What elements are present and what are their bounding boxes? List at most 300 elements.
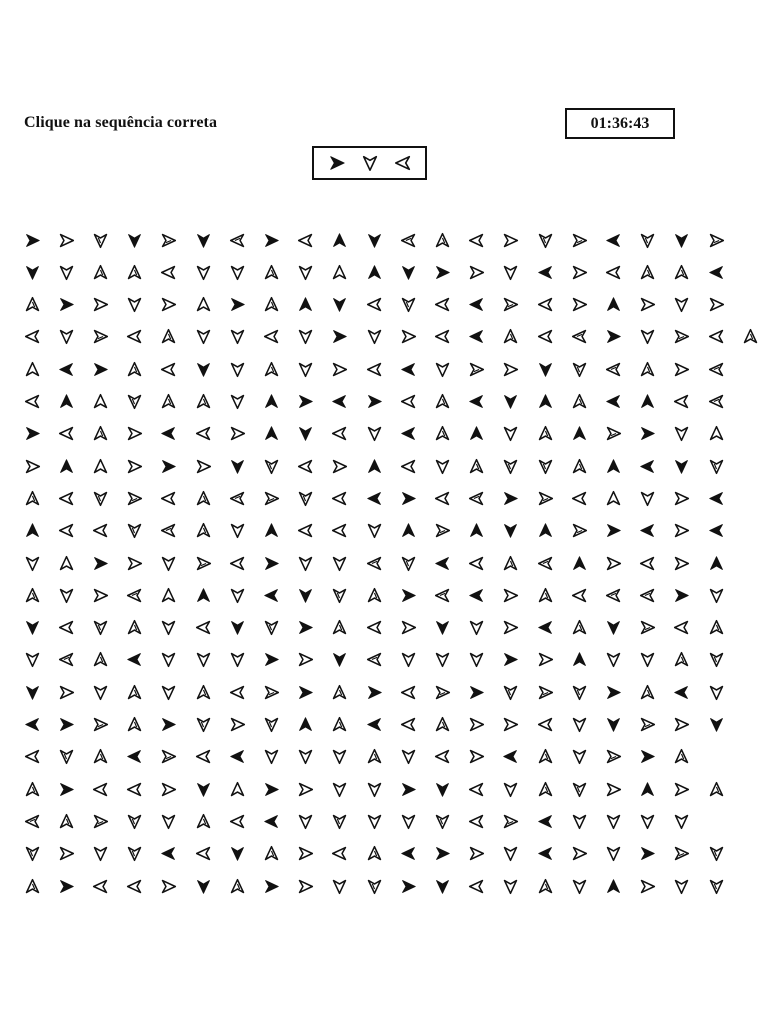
grid-arrow-icon[interactable] xyxy=(400,555,417,572)
grid-arrow-icon[interactable] xyxy=(126,716,143,733)
grid-arrow-icon[interactable] xyxy=(24,651,41,668)
grid-arrow-icon[interactable] xyxy=(502,361,519,378)
grid-arrow-icon[interactable] xyxy=(468,393,485,410)
grid-arrow-icon[interactable] xyxy=(708,845,725,862)
grid-arrow-icon[interactable] xyxy=(605,813,622,830)
grid-arrow-icon[interactable] xyxy=(331,555,348,572)
grid-arrow-icon[interactable] xyxy=(502,845,519,862)
grid-arrow-icon[interactable] xyxy=(126,748,143,765)
grid-arrow-icon[interactable] xyxy=(195,425,212,442)
grid-arrow-icon[interactable] xyxy=(605,296,622,313)
grid-arrow-icon[interactable] xyxy=(58,781,75,798)
grid-arrow-icon[interactable] xyxy=(434,393,451,410)
grid-arrow-icon[interactable] xyxy=(297,264,314,281)
grid-arrow-icon[interactable] xyxy=(400,587,417,604)
grid-arrow-icon[interactable] xyxy=(366,651,383,668)
grid-arrow-icon[interactable] xyxy=(126,878,143,895)
grid-arrow-icon[interactable] xyxy=(58,393,75,410)
grid-arrow-icon[interactable] xyxy=(673,587,690,604)
grid-arrow-icon[interactable] xyxy=(468,619,485,636)
grid-arrow-icon[interactable] xyxy=(160,425,177,442)
grid-arrow-icon[interactable] xyxy=(537,684,554,701)
grid-arrow-icon[interactable] xyxy=(434,878,451,895)
grid-arrow-icon[interactable] xyxy=(195,328,212,345)
grid-arrow-icon[interactable] xyxy=(263,522,280,539)
grid-arrow-icon[interactable] xyxy=(126,393,143,410)
grid-arrow-icon[interactable] xyxy=(366,232,383,249)
grid-arrow-icon[interactable] xyxy=(263,813,280,830)
grid-arrow-icon[interactable] xyxy=(639,813,656,830)
grid-arrow-icon[interactable] xyxy=(400,716,417,733)
grid-arrow-icon[interactable] xyxy=(366,328,383,345)
grid-arrow-icon[interactable] xyxy=(160,232,177,249)
grid-arrow-icon[interactable] xyxy=(297,393,314,410)
grid-arrow-icon[interactable] xyxy=(366,587,383,604)
grid-arrow-icon[interactable] xyxy=(229,490,246,507)
grid-arrow-icon[interactable] xyxy=(502,264,519,281)
grid-arrow-icon[interactable] xyxy=(92,425,109,442)
grid-arrow-icon[interactable] xyxy=(639,490,656,507)
grid-arrow-icon[interactable] xyxy=(229,587,246,604)
grid-arrow-icon[interactable] xyxy=(434,361,451,378)
grid-arrow-icon[interactable] xyxy=(229,878,246,895)
grid-arrow-icon[interactable] xyxy=(297,458,314,475)
grid-arrow-icon[interactable] xyxy=(605,845,622,862)
grid-arrow-icon[interactable] xyxy=(434,232,451,249)
grid-arrow-icon[interactable] xyxy=(400,458,417,475)
grid-arrow-icon[interactable] xyxy=(502,651,519,668)
grid-arrow-icon[interactable] xyxy=(673,458,690,475)
grid-arrow-icon[interactable] xyxy=(58,813,75,830)
grid-arrow-icon[interactable] xyxy=(400,361,417,378)
grid-arrow-icon[interactable] xyxy=(58,232,75,249)
grid-arrow-icon[interactable] xyxy=(92,587,109,604)
grid-arrow-icon[interactable] xyxy=(400,296,417,313)
grid-arrow-icon[interactable] xyxy=(58,587,75,604)
grid-arrow-icon[interactable] xyxy=(195,845,212,862)
grid-arrow-icon[interactable] xyxy=(400,425,417,442)
grid-arrow-icon[interactable] xyxy=(229,328,246,345)
grid-arrow-icon[interactable] xyxy=(434,490,451,507)
grid-arrow-icon[interactable] xyxy=(366,878,383,895)
grid-arrow-icon[interactable] xyxy=(434,587,451,604)
grid-arrow-icon[interactable] xyxy=(263,296,280,313)
grid-arrow-icon[interactable] xyxy=(537,393,554,410)
grid-arrow-icon[interactable] xyxy=(742,328,759,345)
grid-arrow-icon[interactable] xyxy=(537,716,554,733)
grid-arrow-icon[interactable] xyxy=(24,296,41,313)
grid-arrow-icon[interactable] xyxy=(24,878,41,895)
grid-arrow-icon[interactable] xyxy=(400,264,417,281)
grid-arrow-icon[interactable] xyxy=(229,651,246,668)
grid-arrow-icon[interactable] xyxy=(468,490,485,507)
grid-arrow-icon[interactable] xyxy=(366,522,383,539)
grid-arrow-icon[interactable] xyxy=(537,425,554,442)
grid-arrow-icon[interactable] xyxy=(502,813,519,830)
grid-arrow-icon[interactable] xyxy=(673,425,690,442)
grid-arrow-icon[interactable] xyxy=(639,264,656,281)
grid-arrow-icon[interactable] xyxy=(571,878,588,895)
grid-arrow-icon[interactable] xyxy=(24,393,41,410)
grid-arrow-icon[interactable] xyxy=(229,425,246,442)
grid-arrow-icon[interactable] xyxy=(92,845,109,862)
grid-arrow-icon[interactable] xyxy=(24,555,41,572)
grid-arrow-icon[interactable] xyxy=(331,748,348,765)
grid-arrow-icon[interactable] xyxy=(366,748,383,765)
grid-arrow-icon[interactable] xyxy=(673,361,690,378)
grid-arrow-icon[interactable] xyxy=(434,748,451,765)
grid-arrow-icon[interactable] xyxy=(229,716,246,733)
grid-arrow-icon[interactable] xyxy=(571,264,588,281)
grid-arrow-icon[interactable] xyxy=(195,232,212,249)
grid-arrow-icon[interactable] xyxy=(92,393,109,410)
grid-arrow-icon[interactable] xyxy=(331,587,348,604)
grid-arrow-icon[interactable] xyxy=(605,264,622,281)
grid-arrow-icon[interactable] xyxy=(537,651,554,668)
grid-arrow-icon[interactable] xyxy=(92,878,109,895)
grid-arrow-icon[interactable] xyxy=(195,878,212,895)
grid-arrow-icon[interactable] xyxy=(366,361,383,378)
grid-arrow-icon[interactable] xyxy=(502,490,519,507)
grid-arrow-icon[interactable] xyxy=(571,651,588,668)
grid-arrow-icon[interactable] xyxy=(605,490,622,507)
grid-arrow-icon[interactable] xyxy=(571,813,588,830)
grid-arrow-icon[interactable] xyxy=(92,522,109,539)
grid-arrow-icon[interactable] xyxy=(92,232,109,249)
grid-arrow-icon[interactable] xyxy=(58,716,75,733)
grid-arrow-icon[interactable] xyxy=(605,781,622,798)
grid-arrow-icon[interactable] xyxy=(24,587,41,604)
grid-arrow-icon[interactable] xyxy=(434,555,451,572)
grid-arrow-icon[interactable] xyxy=(468,555,485,572)
grid-arrow-icon[interactable] xyxy=(639,684,656,701)
grid-arrow-icon[interactable] xyxy=(195,361,212,378)
grid-arrow-icon[interactable] xyxy=(605,393,622,410)
grid-arrow-icon[interactable] xyxy=(297,555,314,572)
grid-arrow-icon[interactable] xyxy=(537,522,554,539)
grid-arrow-icon[interactable] xyxy=(639,878,656,895)
grid-arrow-icon[interactable] xyxy=(263,458,280,475)
grid-arrow-icon[interactable] xyxy=(468,458,485,475)
grid-arrow-icon[interactable] xyxy=(537,813,554,830)
grid-arrow-icon[interactable] xyxy=(263,232,280,249)
grid-arrow-icon[interactable] xyxy=(160,716,177,733)
grid-arrow-icon[interactable] xyxy=(468,651,485,668)
grid-arrow-icon[interactable] xyxy=(58,845,75,862)
grid-arrow-icon[interactable] xyxy=(502,296,519,313)
grid-arrow-icon[interactable] xyxy=(297,361,314,378)
grid-arrow-icon[interactable] xyxy=(571,425,588,442)
grid-arrow-icon[interactable] xyxy=(400,328,417,345)
grid-arrow-icon[interactable] xyxy=(24,328,41,345)
grid-arrow-icon[interactable] xyxy=(571,458,588,475)
grid-arrow-icon[interactable] xyxy=(24,813,41,830)
grid-arrow-icon[interactable] xyxy=(160,748,177,765)
grid-arrow-icon[interactable] xyxy=(605,587,622,604)
grid-arrow-icon[interactable] xyxy=(126,845,143,862)
grid-arrow-icon[interactable] xyxy=(537,490,554,507)
grid-arrow-icon[interactable] xyxy=(366,619,383,636)
grid-arrow-icon[interactable] xyxy=(229,232,246,249)
grid-arrow-icon[interactable] xyxy=(366,813,383,830)
grid-arrow-icon[interactable] xyxy=(639,458,656,475)
grid-arrow-icon[interactable] xyxy=(571,522,588,539)
grid-arrow-icon[interactable] xyxy=(537,458,554,475)
grid-arrow-icon[interactable] xyxy=(708,296,725,313)
grid-arrow-icon[interactable] xyxy=(126,361,143,378)
grid-arrow-icon[interactable] xyxy=(58,878,75,895)
grid-arrow-icon[interactable] xyxy=(24,490,41,507)
grid-arrow-icon[interactable] xyxy=(502,748,519,765)
grid-arrow-icon[interactable] xyxy=(708,328,725,345)
grid-arrow-icon[interactable] xyxy=(126,781,143,798)
grid-arrow-icon[interactable] xyxy=(673,555,690,572)
grid-arrow-icon[interactable] xyxy=(502,328,519,345)
grid-arrow-icon[interactable] xyxy=(605,458,622,475)
grid-arrow-icon[interactable] xyxy=(708,684,725,701)
grid-arrow-icon[interactable] xyxy=(229,813,246,830)
grid-arrow-icon[interactable] xyxy=(195,587,212,604)
grid-arrow-icon[interactable] xyxy=(331,651,348,668)
grid-arrow-icon[interactable] xyxy=(263,490,280,507)
grid-arrow-icon[interactable] xyxy=(263,651,280,668)
grid-arrow-icon[interactable] xyxy=(126,619,143,636)
grid-arrow-icon[interactable] xyxy=(537,587,554,604)
grid-arrow-icon[interactable] xyxy=(708,425,725,442)
grid-arrow-icon[interactable] xyxy=(605,425,622,442)
grid-arrow-icon[interactable] xyxy=(571,748,588,765)
grid-arrow-icon[interactable] xyxy=(605,684,622,701)
grid-arrow-icon[interactable] xyxy=(537,845,554,862)
grid-arrow-icon[interactable] xyxy=(331,845,348,862)
grid-arrow-icon[interactable] xyxy=(673,684,690,701)
grid-arrow-icon[interactable] xyxy=(639,716,656,733)
grid-arrow-icon[interactable] xyxy=(673,651,690,668)
grid-arrow-icon[interactable] xyxy=(195,781,212,798)
grid-arrow-icon[interactable] xyxy=(571,781,588,798)
grid-arrow-icon[interactable] xyxy=(58,490,75,507)
grid-arrow-icon[interactable] xyxy=(400,845,417,862)
grid-arrow-icon[interactable] xyxy=(708,490,725,507)
grid-arrow-icon[interactable] xyxy=(502,878,519,895)
grid-arrow-icon[interactable] xyxy=(126,264,143,281)
grid-arrow-icon[interactable] xyxy=(58,522,75,539)
grid-arrow-icon[interactable] xyxy=(537,296,554,313)
grid-arrow-icon[interactable] xyxy=(434,845,451,862)
grid-arrow-icon[interactable] xyxy=(229,296,246,313)
grid-arrow-icon[interactable] xyxy=(331,522,348,539)
grid-arrow-icon[interactable] xyxy=(92,458,109,475)
grid-arrow-icon[interactable] xyxy=(673,781,690,798)
grid-arrow-icon[interactable] xyxy=(400,748,417,765)
grid-arrow-icon[interactable] xyxy=(537,781,554,798)
grid-arrow-icon[interactable] xyxy=(331,781,348,798)
grid-arrow-icon[interactable] xyxy=(331,296,348,313)
grid-arrow-icon[interactable] xyxy=(58,264,75,281)
grid-arrow-icon[interactable] xyxy=(639,522,656,539)
grid-arrow-icon[interactable] xyxy=(24,684,41,701)
grid-arrow-icon[interactable] xyxy=(92,684,109,701)
grid-arrow-icon[interactable] xyxy=(400,684,417,701)
grid-arrow-icon[interactable] xyxy=(331,490,348,507)
grid-arrow-icon[interactable] xyxy=(229,619,246,636)
grid-arrow-icon[interactable] xyxy=(24,716,41,733)
grid-arrow-icon[interactable] xyxy=(160,296,177,313)
grid-arrow-icon[interactable] xyxy=(92,490,109,507)
grid-arrow-icon[interactable] xyxy=(502,232,519,249)
grid-arrow-icon[interactable] xyxy=(571,684,588,701)
grid-arrow-icon[interactable] xyxy=(639,845,656,862)
grid-arrow-icon[interactable] xyxy=(708,619,725,636)
grid-arrow-icon[interactable] xyxy=(297,813,314,830)
grid-arrow-icon[interactable] xyxy=(126,587,143,604)
grid-arrow-icon[interactable] xyxy=(468,813,485,830)
grid-arrow-icon[interactable] xyxy=(708,651,725,668)
grid-arrow-icon[interactable] xyxy=(708,587,725,604)
grid-arrow-icon[interactable] xyxy=(468,522,485,539)
grid-arrow-icon[interactable] xyxy=(571,716,588,733)
grid-arrow-icon[interactable] xyxy=(263,845,280,862)
grid-arrow-icon[interactable] xyxy=(331,264,348,281)
grid-arrow-icon[interactable] xyxy=(639,555,656,572)
grid-arrow-icon[interactable] xyxy=(537,878,554,895)
grid-arrow-icon[interactable] xyxy=(673,522,690,539)
grid-arrow-icon[interactable] xyxy=(160,393,177,410)
grid-arrow-icon[interactable] xyxy=(92,296,109,313)
grid-arrow-icon[interactable] xyxy=(263,328,280,345)
grid-arrow-icon[interactable] xyxy=(195,458,212,475)
grid-arrow-icon[interactable] xyxy=(331,425,348,442)
grid-arrow-icon[interactable] xyxy=(605,232,622,249)
grid-arrow-icon[interactable] xyxy=(160,555,177,572)
grid-arrow-icon[interactable] xyxy=(331,393,348,410)
grid-arrow-icon[interactable] xyxy=(468,232,485,249)
grid-arrow-icon[interactable] xyxy=(126,651,143,668)
grid-arrow-icon[interactable] xyxy=(331,328,348,345)
grid-arrow-icon[interactable] xyxy=(673,878,690,895)
grid-arrow-icon[interactable] xyxy=(297,651,314,668)
grid-arrow-icon[interactable] xyxy=(229,748,246,765)
grid-arrow-icon[interactable] xyxy=(639,393,656,410)
grid-arrow-icon[interactable] xyxy=(434,328,451,345)
grid-arrow-icon[interactable] xyxy=(502,781,519,798)
grid-arrow-icon[interactable] xyxy=(502,716,519,733)
grid-arrow-icon[interactable] xyxy=(297,296,314,313)
grid-arrow-icon[interactable] xyxy=(229,555,246,572)
grid-arrow-icon[interactable] xyxy=(400,522,417,539)
grid-arrow-icon[interactable] xyxy=(434,296,451,313)
grid-arrow-icon[interactable] xyxy=(366,393,383,410)
grid-arrow-icon[interactable] xyxy=(537,361,554,378)
grid-arrow-icon[interactable] xyxy=(126,490,143,507)
grid-arrow-icon[interactable] xyxy=(571,361,588,378)
grid-arrow-icon[interactable] xyxy=(639,361,656,378)
grid-arrow-icon[interactable] xyxy=(400,781,417,798)
grid-arrow-icon[interactable] xyxy=(502,393,519,410)
grid-arrow-icon[interactable] xyxy=(160,522,177,539)
grid-arrow-icon[interactable] xyxy=(229,522,246,539)
grid-arrow-icon[interactable] xyxy=(673,619,690,636)
grid-arrow-icon[interactable] xyxy=(605,328,622,345)
grid-arrow-icon[interactable] xyxy=(434,716,451,733)
grid-arrow-icon[interactable] xyxy=(263,781,280,798)
grid-arrow-icon[interactable] xyxy=(331,878,348,895)
grid-arrow-icon[interactable] xyxy=(297,748,314,765)
grid-arrow-icon[interactable] xyxy=(366,845,383,862)
grid-arrow-icon[interactable] xyxy=(297,328,314,345)
grid-arrow-icon[interactable] xyxy=(195,748,212,765)
grid-arrow-icon[interactable] xyxy=(160,845,177,862)
grid-arrow-icon[interactable] xyxy=(331,361,348,378)
grid-arrow-icon[interactable] xyxy=(605,555,622,572)
grid-arrow-icon[interactable] xyxy=(400,393,417,410)
grid-arrow-icon[interactable] xyxy=(502,522,519,539)
grid-arrow-icon[interactable] xyxy=(502,619,519,636)
grid-arrow-icon[interactable] xyxy=(571,328,588,345)
grid-arrow-icon[interactable] xyxy=(263,555,280,572)
grid-arrow-icon[interactable] xyxy=(708,781,725,798)
grid-arrow-icon[interactable] xyxy=(24,458,41,475)
grid-arrow-icon[interactable] xyxy=(468,328,485,345)
grid-arrow-icon[interactable] xyxy=(502,425,519,442)
grid-arrow-icon[interactable] xyxy=(126,522,143,539)
grid-arrow-icon[interactable] xyxy=(366,425,383,442)
grid-arrow-icon[interactable] xyxy=(297,716,314,733)
grid-arrow-icon[interactable] xyxy=(434,619,451,636)
grid-arrow-icon[interactable] xyxy=(58,555,75,572)
grid-arrow-icon[interactable] xyxy=(605,748,622,765)
grid-arrow-icon[interactable] xyxy=(160,813,177,830)
grid-arrow-icon[interactable] xyxy=(708,458,725,475)
grid-arrow-icon[interactable] xyxy=(160,587,177,604)
grid-arrow-icon[interactable] xyxy=(92,328,109,345)
grid-arrow-icon[interactable] xyxy=(126,458,143,475)
grid-arrow-icon[interactable] xyxy=(639,232,656,249)
grid-arrow-icon[interactable] xyxy=(263,684,280,701)
grid-arrow-icon[interactable] xyxy=(160,264,177,281)
grid-arrow-icon[interactable] xyxy=(297,781,314,798)
grid-arrow-icon[interactable] xyxy=(92,781,109,798)
grid-arrow-icon[interactable] xyxy=(297,425,314,442)
grid-arrow-icon[interactable] xyxy=(434,425,451,442)
grid-arrow-icon[interactable] xyxy=(24,232,41,249)
grid-arrow-icon[interactable] xyxy=(468,748,485,765)
grid-arrow-icon[interactable] xyxy=(126,555,143,572)
grid-arrow-icon[interactable] xyxy=(708,361,725,378)
grid-arrow-icon[interactable] xyxy=(366,490,383,507)
grid-arrow-icon[interactable] xyxy=(24,522,41,539)
grid-arrow-icon[interactable] xyxy=(160,878,177,895)
grid-arrow-icon[interactable] xyxy=(126,232,143,249)
grid-arrow-icon[interactable] xyxy=(537,748,554,765)
grid-arrow-icon[interactable] xyxy=(195,296,212,313)
grid-arrow-icon[interactable] xyxy=(468,361,485,378)
grid-arrow-icon[interactable] xyxy=(673,232,690,249)
grid-arrow-icon[interactable] xyxy=(366,781,383,798)
grid-arrow-icon[interactable] xyxy=(195,716,212,733)
grid-arrow-icon[interactable] xyxy=(366,555,383,572)
grid-arrow-icon[interactable] xyxy=(366,684,383,701)
grid-arrow-icon[interactable] xyxy=(229,781,246,798)
grid-arrow-icon[interactable] xyxy=(571,296,588,313)
grid-arrow-icon[interactable] xyxy=(673,264,690,281)
grid-arrow-icon[interactable] xyxy=(537,619,554,636)
grid-arrow-icon[interactable] xyxy=(673,393,690,410)
grid-arrow-icon[interactable] xyxy=(92,716,109,733)
grid-arrow-icon[interactable] xyxy=(639,748,656,765)
grid-arrow-icon[interactable] xyxy=(708,522,725,539)
grid-arrow-icon[interactable] xyxy=(571,393,588,410)
